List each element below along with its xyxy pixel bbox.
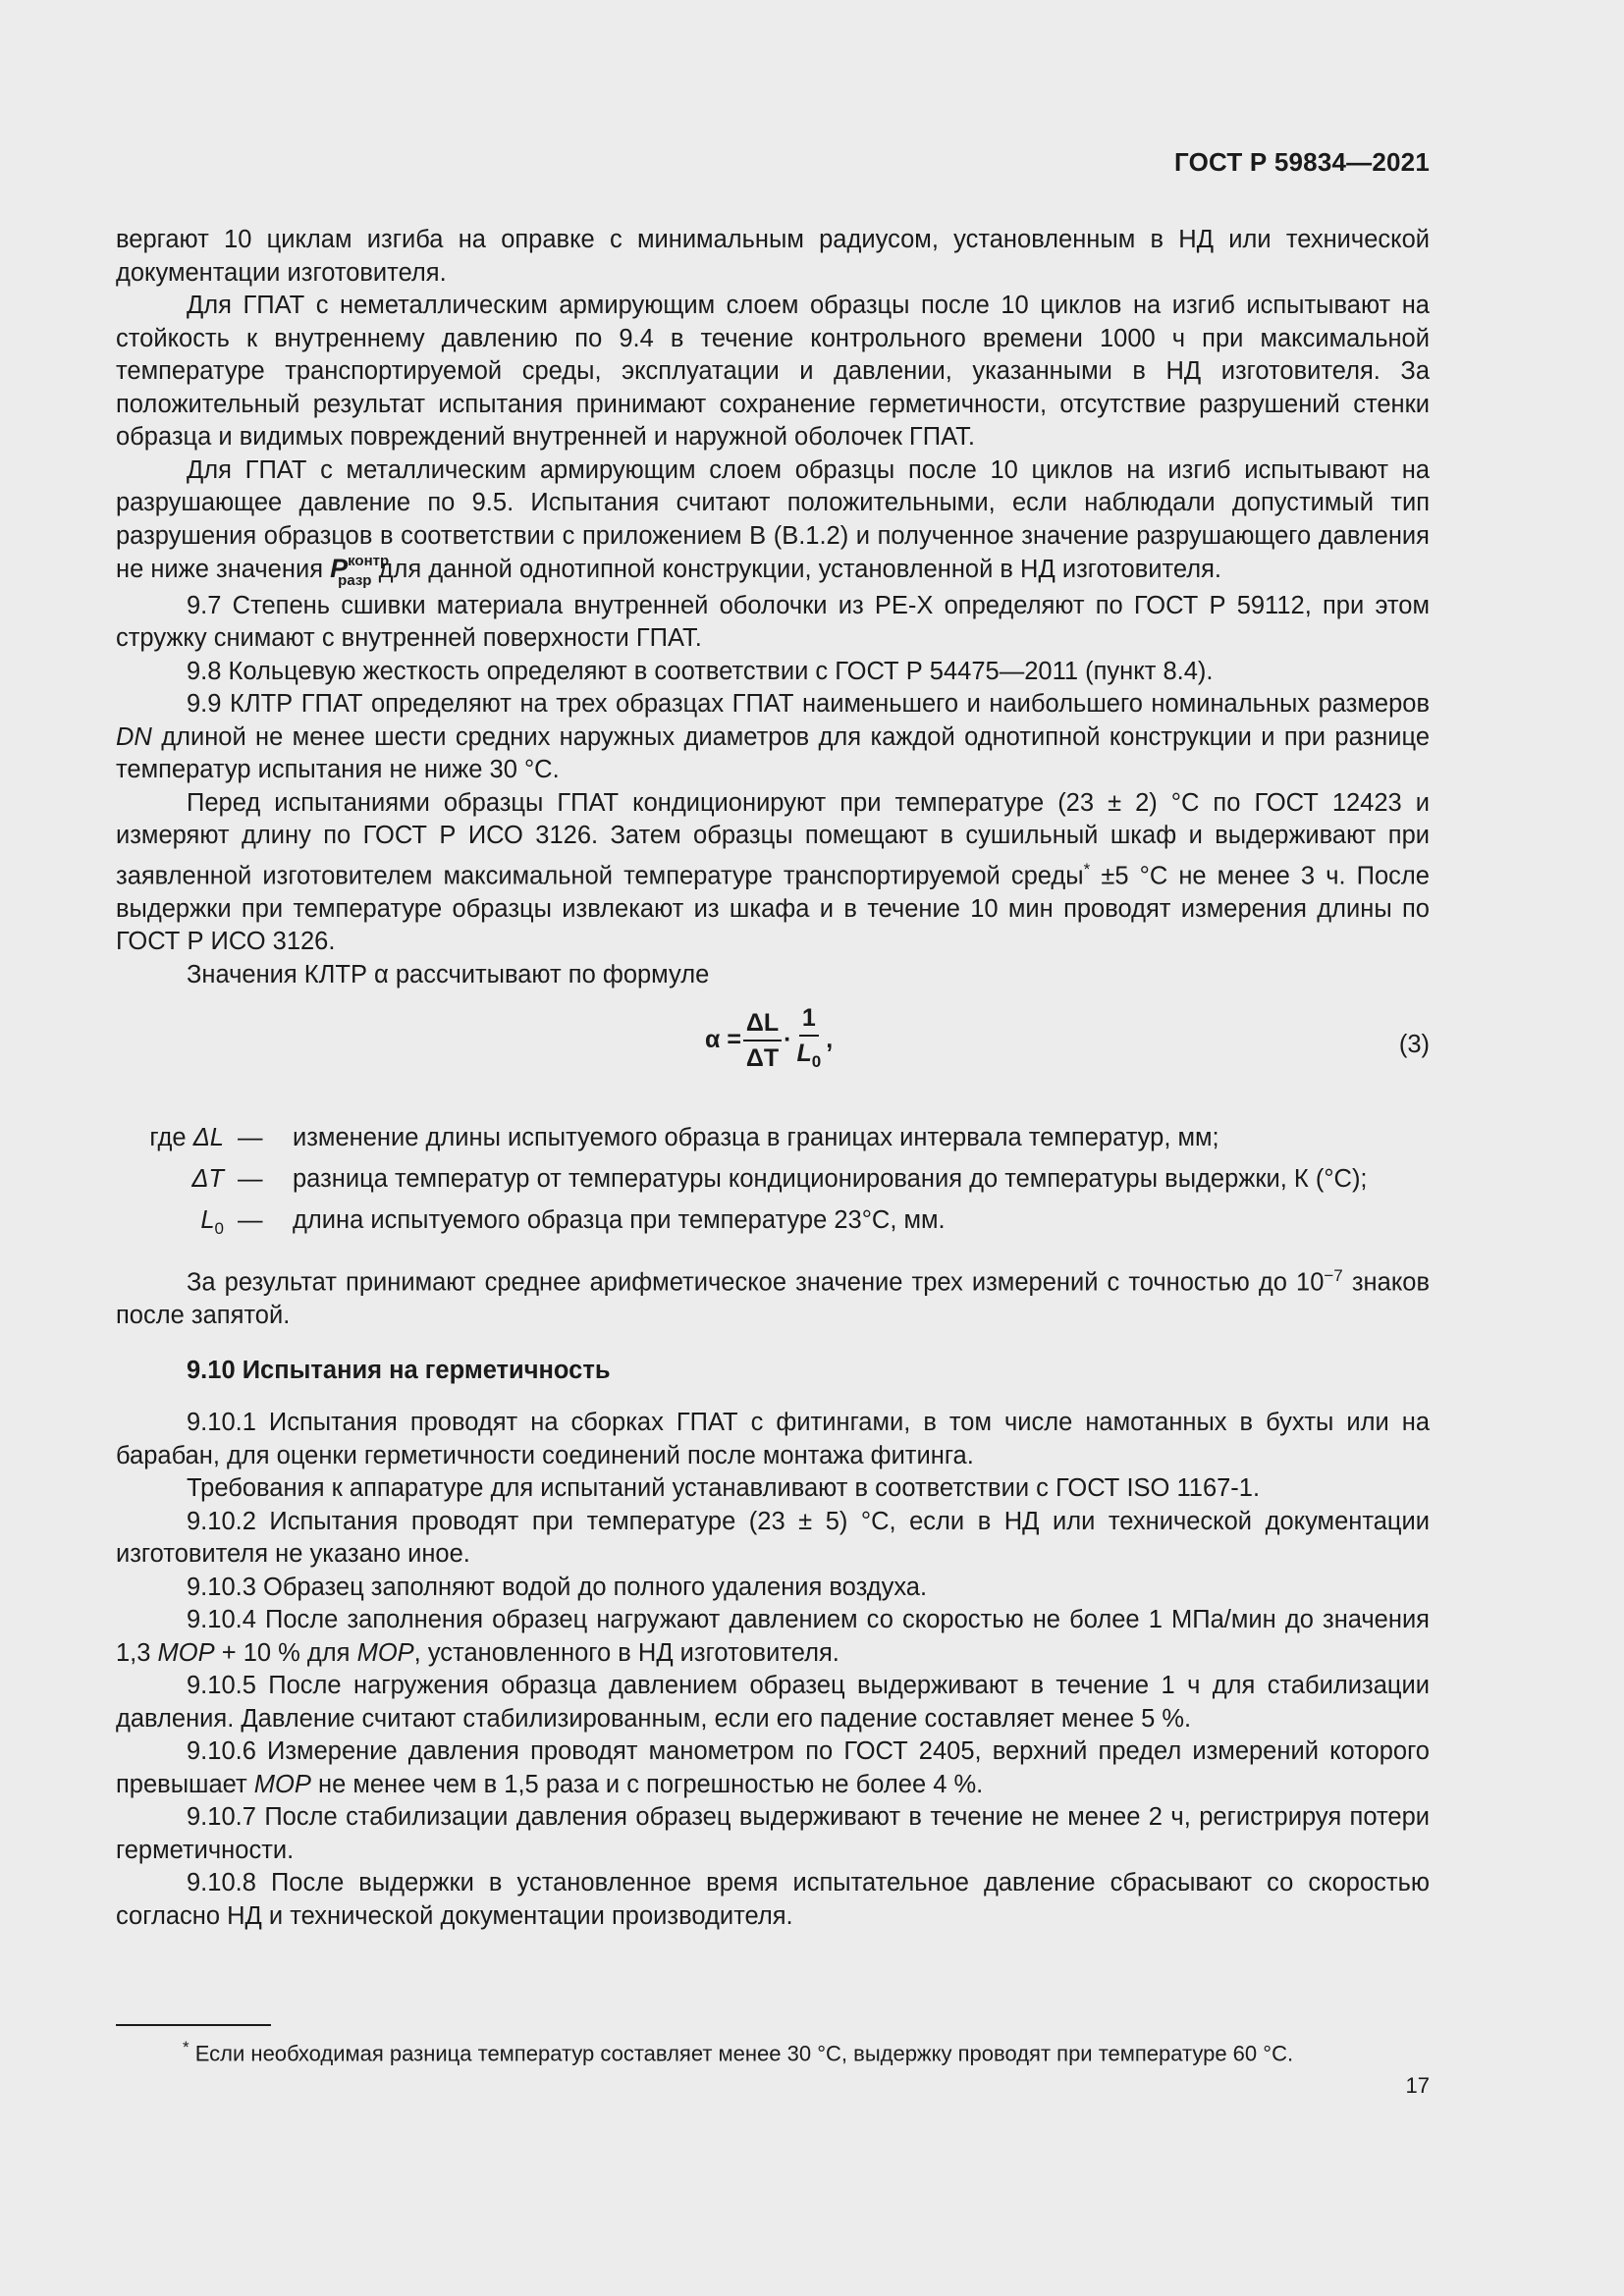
definition-symbol-text: L	[200, 1206, 215, 1234]
paragraph-result	[116, 1259, 1430, 1333]
formula-den-2-sub: 0	[811, 1052, 822, 1071]
formula-num-2: 1	[799, 1003, 819, 1037]
mop-symbol: МОР	[356, 1638, 414, 1667]
paragraph-conditioning-text-b: ±5 °С не менее 3 ч. После выдержки при температуре образцы извлекают из шкафа и в течение 10 мин проводят измерения длины по ГОСТ Р ИСО 3126.	[116, 862, 1430, 955]
paragraph-conditioning-text-a: Перед испытаниями образцы ГПАТ кондиционируют при температуре (23 ± 2) °С по ГОСТ 12423 и измеряют длину по ГОСТ Р ИСО 3126. Затем образцы помещают в сушильный шкаф и выдерживают при заявленной изготовителем максимальной температуре транспортируемой среды	[116, 788, 1430, 889]
formula-fraction-1	[743, 1008, 782, 1073]
pressure-symbol	[330, 553, 390, 589]
paragraph-9-10-4-text-c: , установленного в НД изготовителя.	[413, 1638, 839, 1667]
paragraph-metal-text-a: Для ГПАТ с металлическим армирующим слоем образцы после 10 циклов на изгиб испытывают на разрушающее давление по 9.5. Испытания считают положительными, если наблюдали допустимый тип разрушения образцов в соответствии с приложением В (В.1.2) и полученное значение разрушающего давления не ниже значения	[116, 455, 1430, 583]
definition-symbol-sub: 0	[214, 1219, 224, 1239]
formula-dot: ·	[784, 1025, 792, 1053]
paragraph-continuation: вергают 10 циклам изгиба на оправке с минимальным радиусом, установленным в НД или технической документации изготовителя.	[116, 226, 1430, 287]
definition-text: разница температур от температуры кондиционирования до температуры выдержки, К (°С);	[293, 1165, 1368, 1193]
footnote-ref-mark: *	[1083, 859, 1091, 879]
paragraph-9-10-4	[116, 1604, 1430, 1670]
definition-row	[116, 1200, 1430, 1250]
definition-symbol-text: ΔL	[192, 1124, 224, 1151]
footnote-divider	[116, 2024, 271, 2026]
footnote	[183, 2034, 1293, 2067]
paragraph-formula-intro: Значения КЛТР α рассчитывают по формуле	[187, 960, 710, 988]
document-code-header: ГОСТ Р 59834—2021	[1174, 147, 1430, 177]
paragraph-9-10-6-text-b: не менее чем в 1,5 раза и с погрешностью не более 4 %.	[317, 1770, 984, 1798]
definition-text: изменение длины испытуемого образца в границах интервала температур, мм;	[293, 1124, 1219, 1151]
dn-symbol: DN	[116, 722, 152, 751]
paragraph-9-10-8: 9.10.8 После выдержки в установленное время испытательное давление сбрасывают со скоростью согласно НД и технической документации производителя.	[116, 1869, 1430, 1930]
definition-symbol	[116, 1158, 238, 1200]
paragraph-9-10-6	[116, 1735, 1430, 1801]
definition-dash: —	[238, 1206, 263, 1234]
document-body	[116, 224, 1430, 1933]
paragraph-9-10-2: 9.10.2 Испытания проводят при температуре (23 ± 5) °С, если в НД или технической документации изготовителя не указано иное.	[116, 1507, 1430, 1569]
definition-symbol	[116, 1117, 238, 1158]
formula-block	[116, 999, 1430, 1097]
formula-den-2	[794, 1037, 825, 1077]
precision-exponent: −7	[1324, 1266, 1343, 1286]
paragraph-9-10-4-text-b: + 10 % для	[221, 1638, 351, 1667]
paragraph-conditioning	[116, 787, 1430, 959]
definition-text: длина испытуемого образца при температуре 23°С, мм.	[293, 1206, 946, 1234]
definition-dash: —	[238, 1165, 263, 1193]
definition-symbol	[116, 1200, 238, 1250]
footnote-mark: *	[183, 2038, 189, 2056]
paragraph-9-9	[116, 688, 1430, 787]
paragraph-nonmetal: Для ГПАТ с неметаллическим армирующим слоем образцы после 10 циклов на изгиб испытывают на стойкость к внутреннему давлению по 9.4 в течение контрольного времени 1000 ч при максимальной температуре транспортируемой среды, эксплуатации и давлении, указанными в НД изготовителя. За положительный результат испытания принимают сохранение герметичности, отсутствие разрушений стенки образца и видимых повреждений внутренней и наружной оболочек ГПАТ.	[116, 292, 1430, 451]
variable-definitions	[116, 1117, 1430, 1250]
formula-den-1: ΔT	[745, 1043, 780, 1072]
paragraph-result-text-b: знаков после запятой.	[116, 1268, 1430, 1330]
pressure-symbol-letter: P	[330, 554, 349, 583]
paragraph-9-7: 9.7 Степень сшивки материала внутренней оболочки из PE-X определяют по ГОСТ Р 59112, при этом стружку снимают с внутренней поверхности ГПАТ.	[116, 591, 1430, 652]
footnote-text: Если необходимая разница температур составляет менее 30 °С, выдержку проводят при температуре 60 °С.	[194, 2041, 1294, 2066]
paragraph-9-10-3: 9.10.3 Образец заполняют водой до полного удаления воздуха.	[187, 1573, 928, 1601]
paragraph-apparatus: Требования к аппаратуре для испытаний устанавливают в соответствии с ГОСТ ISO 1167-1.	[187, 1474, 1261, 1503]
formula-lhs: α =	[705, 1025, 741, 1053]
formula-den-2-letter: L	[796, 1040, 812, 1067]
paragraph-metal-text-b: для данной однотипной конструкции, установленной в НД изготовителя.	[378, 556, 1221, 583]
section-heading-9-10: 9.10 Испытания на герметичность	[187, 1356, 611, 1384]
page-number: 17	[1405, 2073, 1430, 2098]
paragraph-9-10-6-text-a: 9.10.6 Измерение давления проводят манометром по ГОСТ 2405, верхний предел измерений которого превышает	[116, 1737, 1430, 1798]
paragraph-9-10-5: 9.10.5 После нагружения образца давлением образец выдерживают в течение 1 ч для стабилизации давления. Давление считают стабилизированным, если его падение составляет менее 5 %.	[116, 1672, 1430, 1733]
paragraph-9-10-4-text-a: 9.10.4 После заполнения образец нагружают давлением со скоростью не более 1 МПа/мин до значения 1,3	[116, 1606, 1430, 1667]
paragraph-result-text-a: За результат принимают среднее арифметическое значение трех измерений с точностью до 10	[187, 1268, 1325, 1297]
paragraph-9-9-text-b: длиной не менее шести средних наружных диаметров для каждой однотипной конструкции и при разнице температур испытания не ниже 30 °С.	[116, 722, 1430, 783]
paragraph-9-9-text-a: 9.9 КЛТР ГПАТ определяют на трех образцах ГПАТ наименьшего и наибольшего номинальных размеров	[187, 690, 1430, 718]
paragraph-9-8: 9.8 Кольцевую жесткость определяют в соответствии с ГОСТ Р 54475—2011 (пункт 8.4).	[187, 657, 1214, 685]
paragraph-9-10-1: 9.10.1 Испытания проводят на сборках ГПАТ с фитингами, в том числе намотанных в бухты или на барабан, для оценки герметичности соединений после монтажа фитинга.	[116, 1409, 1430, 1469]
paragraph-9-10-7: 9.10.7 После стабилизации давления образец выдерживают в течение не менее 2 ч, регистрируя потери герметичности.	[116, 1803, 1430, 1864]
pressure-symbol-sup: контр	[348, 553, 390, 569]
formula-num-1: ΔL	[743, 1008, 782, 1041]
pressure-symbol-sub: разр	[338, 572, 372, 589]
definition-dash: —	[238, 1124, 263, 1151]
mop-symbol: МОР	[253, 1770, 311, 1798]
definition-symbol-text: ΔT	[191, 1165, 224, 1193]
definition-row	[116, 1117, 1430, 1158]
definition-prefix: где	[149, 1124, 193, 1151]
formula-alpha	[705, 1003, 833, 1077]
mop-symbol: МОР	[157, 1638, 215, 1667]
paragraph-metal	[116, 454, 1430, 590]
formula-fraction-2	[794, 1003, 825, 1077]
formula-number: (3)	[1398, 1031, 1430, 1058]
formula-tail: ,	[826, 1025, 834, 1053]
definition-row	[116, 1158, 1430, 1200]
